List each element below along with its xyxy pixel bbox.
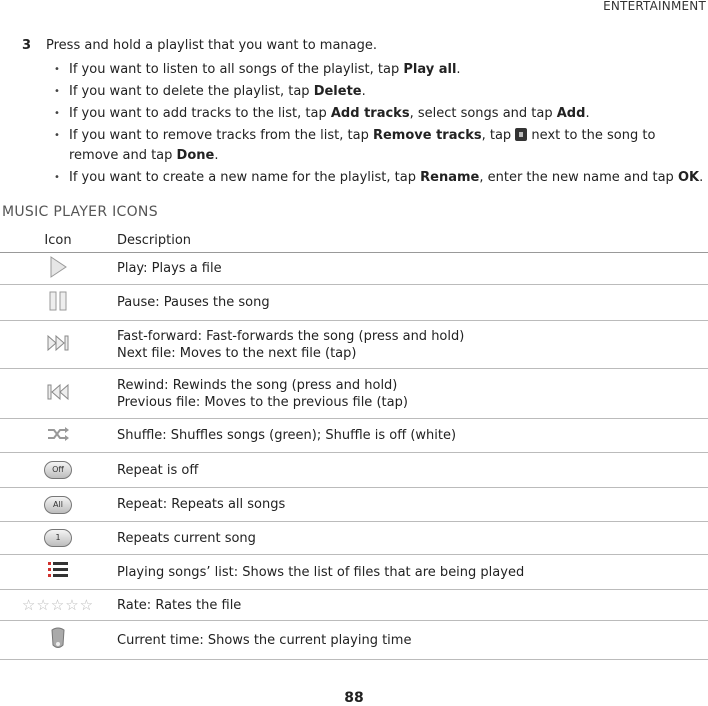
table-row [0,419,708,453]
bullet-list [54,60,706,190]
shuffle-icon [46,426,70,442]
description-secondary: Next file: Moves to the next file (tap) [117,345,357,361]
section-title: MUSIC PLAYER ICONS [2,204,158,220]
bullet-text: If you want to delete the playlist, tap [69,84,314,99]
bullet-text: , tap [481,128,516,143]
description: Repeat: Repeats all songs [116,488,708,522]
icon-table [0,228,708,660]
fast-forward-icon [46,334,70,352]
table-row [0,453,708,488]
bullet-keyword: Rename [420,170,480,185]
bullet-text: . [361,84,366,99]
table-row [0,369,708,419]
description: Rate: Rates the file [116,590,708,621]
step-number: 3 [22,38,32,53]
description: Rewind: Rewinds the song (press and hold) [117,377,398,393]
description: Shuffle: Shuffles songs (green); Shuffle is off (white) [116,419,708,453]
bullet-text: . [585,106,590,121]
bullet-play-all [54,60,706,80]
bullet-add-tracks [54,104,706,124]
rating-stars-icon: ☆☆☆☆☆ [21,596,95,614]
current-time-icon [50,626,66,650]
bullet-text: next to the song to remove and tap [69,128,656,163]
bullet-text: , enter the new name and tap [479,170,678,185]
step-3 [22,38,377,53]
table-row [0,285,708,321]
table-row [0,621,708,660]
playlist-icon [47,560,69,580]
pause-icon [47,290,69,312]
bullet-delete [54,82,706,102]
description: Repeats current song [116,522,708,555]
table-header-row [0,228,708,253]
section-header: ENTERTAINMENT [603,0,706,13]
bullet-text: . [456,62,461,77]
rewind-icon [46,383,70,401]
bullet-keyword: OK [677,170,700,185]
bullet-text: If you want to add tracks to the list, tap [69,106,331,121]
table-row [0,253,708,285]
table-row [0,522,708,555]
bullet-text: . [699,170,704,185]
bullet-keyword: Play all [403,62,457,77]
repeat-off-icon: Off [44,461,72,479]
column-header-icon: Icon [0,228,116,253]
bullet-text: , select songs and tap [409,106,557,121]
bullet-keyword: Done [176,148,215,163]
table-row [0,488,708,522]
bullet-keyword: Add tracks [330,106,410,121]
page-number: 88 [344,690,364,706]
bullet-text: If you want to listen to all songs of the playlist, tap [69,62,404,77]
step-text: Press and hold a playlist that you want to manage. [46,38,377,53]
repeat-all-icon: All [44,496,72,514]
column-header-description: Description [116,228,708,253]
description: Fast-forward: Fast-forwards the song (press and hold) [117,328,465,344]
bullet-remove-tracks [54,126,706,166]
description: Pause: Pauses the song [116,285,708,321]
bullet-text: If you want to create a new name for the playlist, tap [69,170,421,185]
bullet-rename [54,168,706,188]
table-row [0,555,708,590]
description: Play: Plays a file [116,253,708,285]
description-secondary: Previous file: Moves to the previous file (tap) [117,394,408,410]
bullet-keyword: Add [556,106,586,121]
description: Repeat is off [116,453,708,488]
bullet-text: . [214,148,219,163]
play-icon [48,256,68,278]
bullet-keyword: Remove tracks [372,128,482,143]
trash-icon [515,128,527,141]
description: Playing songs’ list: Shows the list of files that are being played [116,555,708,590]
bullet-keyword: Delete [313,84,362,99]
repeat-one-icon: 1 [44,529,72,547]
table-row [0,590,708,621]
description: Current time: Shows the current playing time [116,621,708,660]
bullet-text: If you want to remove tracks from the list, tap [69,128,373,143]
table-row [0,321,708,369]
